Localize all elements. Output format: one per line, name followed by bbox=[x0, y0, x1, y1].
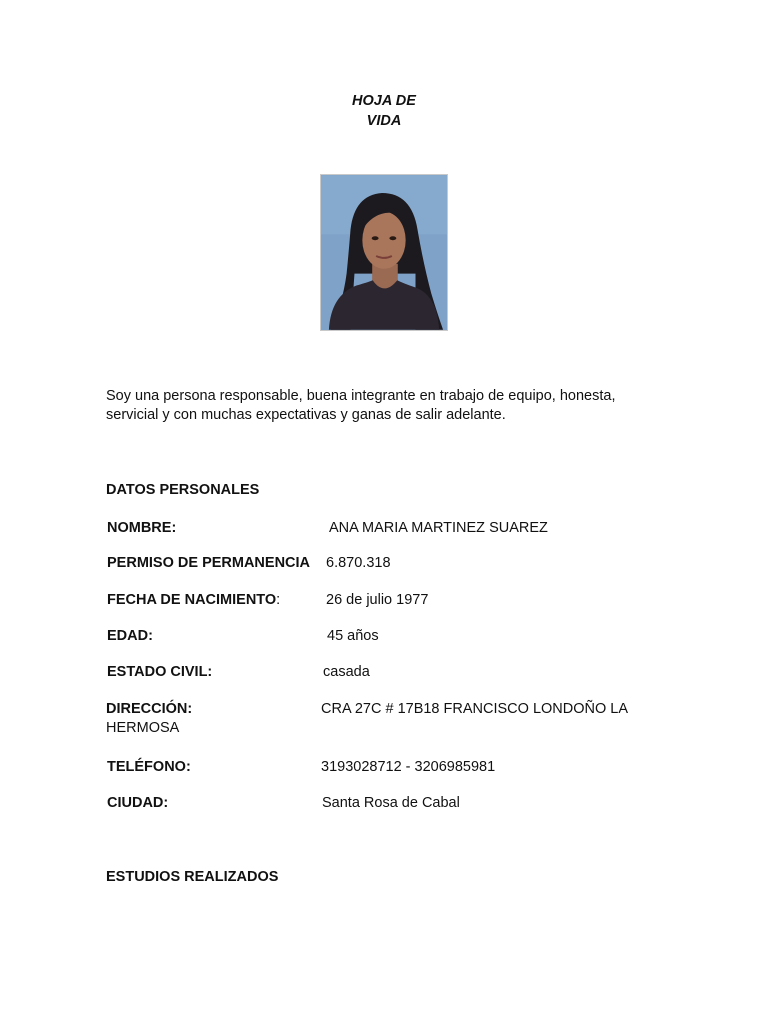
phone-label: TELÉFONO: bbox=[107, 759, 191, 775]
birthdate-label-colon: : bbox=[276, 592, 281, 608]
name-value: ANA MARIA MARTINEZ SUAREZ bbox=[329, 520, 548, 536]
birthdate-value: 26 de julio 1977 bbox=[326, 592, 429, 608]
age-value: 45 años bbox=[327, 628, 379, 644]
title-line-1: HOJA DE bbox=[352, 93, 416, 109]
city-value: Santa Rosa de Cabal bbox=[322, 795, 460, 811]
phone-value: 3193028712 - 3206985981 bbox=[321, 759, 496, 775]
marital-status-label: ESTADO CIVIL: bbox=[107, 664, 213, 680]
portrait-illustration bbox=[321, 175, 447, 330]
title-line-2: VIDA bbox=[366, 113, 402, 129]
birthdate-label-text: FECHA DE NACIMIENTO bbox=[107, 592, 277, 608]
birthdate-label bbox=[107, 592, 280, 608]
permit-value: 6.870.318 bbox=[326, 555, 391, 571]
studies-heading: ESTUDIOS REALIZADOS bbox=[106, 869, 279, 885]
profile-photo bbox=[320, 174, 448, 331]
personal-data-heading: DATOS PERSONALES bbox=[106, 482, 260, 498]
address-label: DIRECCIÓN: bbox=[106, 701, 193, 717]
marital-status-value: casada bbox=[323, 664, 370, 680]
age-label: EDAD: bbox=[107, 628, 153, 644]
address-value-line-2: HERMOSA bbox=[106, 720, 180, 736]
name-label: NOMBRE: bbox=[107, 520, 177, 536]
city-label: CIUDAD: bbox=[107, 795, 169, 811]
document-title bbox=[284, 91, 484, 131]
permit-label: PERMISO DE PERMANENCIA bbox=[107, 555, 311, 571]
address-value-line-1: CRA 27C # 17B18 FRANCISCO LONDOÑO LA bbox=[321, 701, 629, 717]
profile-summary: Soy una persona responsable, buena integrante en trabajo de equipo, honesta, servicial y con muchas expectativas y ganas de salir adelante. bbox=[106, 388, 616, 423]
